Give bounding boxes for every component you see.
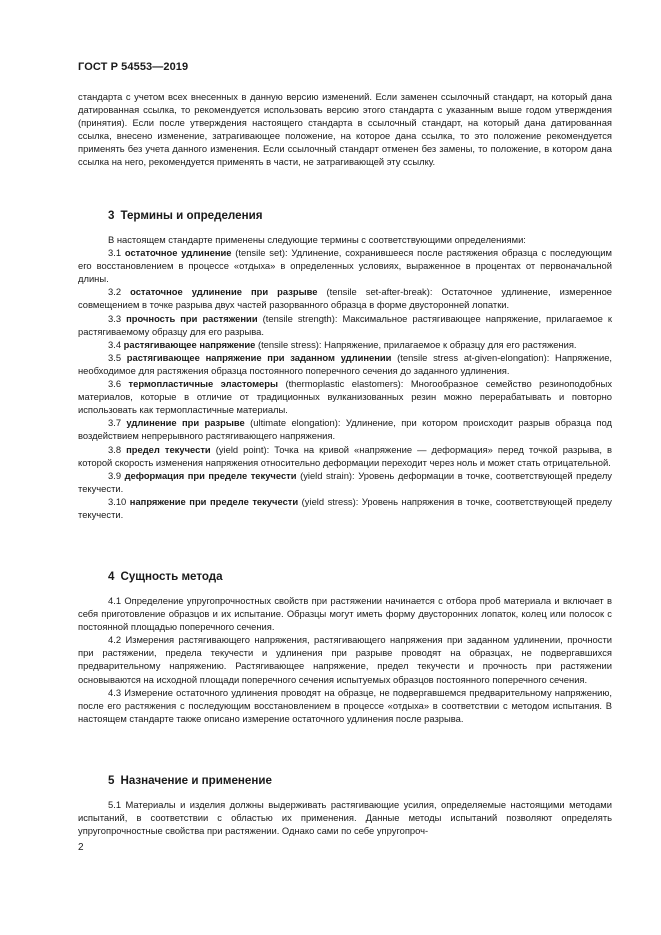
term-name: растягивающее напряжение при заданном удлинении — [126, 351, 392, 363]
term-name: напряжение при пределе текучести — [129, 495, 299, 507]
term-english: (tensile strength): — [262, 312, 338, 324]
term-name: остаточное удлинение — [124, 247, 232, 259]
term-text: Многообразное семейство резиноподобных материалов, которые в отличие от традиционных вулканизованных резин можно перерабатывать и повторно использовать как термопластичные материалы. — [78, 378, 613, 416]
term-name: предел текучести — [126, 443, 211, 455]
term-name: прочность при растяжении — [126, 312, 258, 324]
term-number: 3.10 — [108, 495, 127, 507]
term-number: 3.1 — [108, 247, 122, 259]
term-definition — [78, 416, 612, 442]
term-text: Максимальное растягивающее напряжение, прилагаемое к растягиваемому образцу для его разрыва. — [78, 312, 612, 337]
term-definition — [78, 285, 612, 311]
term-definition — [78, 469, 612, 495]
term-text: Напряжение, прилагаемое к образцу для его растяжения. — [324, 338, 577, 350]
term-definition — [78, 351, 612, 377]
document-header: ГОСТ Р 54553—2019 — [78, 61, 189, 73]
section-title: Назначение и применение — [120, 774, 272, 787]
term-number: 3.2 — [108, 286, 122, 298]
section-4-body — [78, 594, 612, 725]
term-english: (tensile stress): — [257, 338, 322, 350]
term-number: 3.6 — [108, 378, 122, 390]
term-definition — [78, 443, 612, 469]
term-name: термопластичные эластомеры — [128, 378, 278, 390]
term-english: (tensile stress at-given-elongation): — [397, 351, 550, 363]
term-english: (thermoplastic elastomers): — [285, 378, 404, 390]
section-number: 4 — [108, 570, 115, 583]
section-number: 5 — [108, 774, 115, 787]
term-definition — [78, 495, 612, 521]
term-number: 3.5 — [108, 351, 122, 363]
intro-paragraph — [78, 90, 612, 169]
term-definition — [78, 246, 612, 285]
term-definition — [78, 377, 612, 416]
term-text: Напряжение, необходимое для растяжения образца постоянного поперечного сечения до заданного удлинения. — [78, 351, 613, 376]
term-number: 3.9 — [108, 469, 122, 481]
term-english: (tensile set-after-break): — [326, 286, 433, 298]
paragraph: 4.3 Измерение остаточного удлинения проводят на образце, не подвергавшемся предварительному напряжению, после его растяжения с последующим восстановлением в процессе «отдыха» в соответствии с методом испытания. В настоящем стандарте также описано измерение остаточного удлинения после разрыва. — [78, 686, 612, 724]
term-definition — [78, 338, 612, 351]
term-number: 3.4 — [108, 338, 122, 350]
section-3-body — [78, 233, 612, 521]
term-number: 3.3 — [108, 312, 122, 324]
term-name: остаточное удлинение при разрыве — [130, 286, 318, 298]
term-text: Точка на кривой «напряжение — деформация» перед точкой разрыва, в которой скорость изменения напряжения относительно деформации переходит через ноль и может стать отрицательной. — [78, 443, 612, 468]
term-english: (yield stress): — [301, 495, 359, 507]
term-text: Удлинение, сохранившееся после растяжения образца с последующим его восстановлением в процессе «отдыха» в определенных условиях, выраженное в процентах от первоначальной длины. — [78, 247, 612, 285]
term-text: Уровень напряжения в точке, соответствующей пределу текучести. — [78, 495, 612, 520]
term-english: (yield strain): — [300, 469, 355, 481]
paragraph: 4.1 Определение упругопрочностных свойств при растяжении начинается с отбора проб материала и включает в себя приготовление образцов и их испытание. Образцы могут иметь форму двусторонних лопаток, колец или полосок с постоянной площадью поперечного сечения. — [78, 595, 612, 633]
term-english: (ultimate elongation): — [250, 417, 341, 429]
term-text: Удлинение, при котором происходит разрыв образца под воздействием непрерывного растягивающего напряжения. — [78, 417, 612, 442]
term-name: деформация при пределе текучести — [124, 469, 297, 481]
page-number: 2 — [78, 842, 84, 853]
term-english: (tensile set): — [235, 247, 288, 259]
intro-text: стандарта с учетом всех внесенных в данную версию изменений. Если заменен ссылочный стандарт, на который дана датированная ссылка, то рекомендуется использовать версию этого стандарта с указанным выше годом утверждения (принятия). Если после утверждения настоящего стандарта в ссылочный стандарт, на который дана датированная ссылка, внесено изменение, затрагивающее положение, на которое дана ссылка, то это положение рекомендуется применять без учета данного изменения. Если ссылочный стандарт отменен без замены, то положение, в котором дана ссылка на него, рекомендуется применять в части, не затрагивающей эту ссылку. — [78, 91, 612, 168]
section-4-heading — [108, 570, 223, 583]
term-number: 3.7 — [108, 417, 122, 429]
section-5-body — [78, 798, 612, 837]
terms-list — [78, 246, 612, 521]
paragraph: 4.2 Измерения растягивающего напряжения, растягивающего напряжения при заданном удлинении, прочности при растяжении, предела текучести и удлинения при разрыве проводят на образцах, не подвергавшихся предварительному напряжению. Растягивающее напряжение, предел текучести и прочность при растяжении основываются на исходной площади поперечного сечения испытуемых образцов постоянного поперечного сечения. — [78, 634, 612, 685]
section-number: 3 — [108, 209, 115, 222]
term-text: Остаточное удлинение, измеренное совмещением в точке разрыва двух частей разорванного образца в форме двусторонней лопатки. — [78, 286, 613, 311]
term-english: (yield point): — [215, 443, 270, 455]
section-title: Сущность метода — [120, 570, 223, 583]
section-5-heading — [108, 774, 272, 787]
term-name: удлинение при разрыве — [126, 417, 245, 429]
section-3-heading — [108, 209, 263, 222]
term-text: Уровень деформации в точке, соответствующей пределу текучести. — [78, 469, 612, 494]
term-name: растягивающее напряжение — [123, 338, 256, 350]
section-lead: В настоящем стандарте применены следующие термины с соответствующими определениями: — [108, 234, 526, 245]
term-definition — [78, 312, 612, 338]
section-title: Термины и определения — [120, 209, 263, 222]
paragraph: 5.1 Материалы и изделия должны выдерживать растягивающие усилия, определяемые настоящими методами испытаний, в соответствии с областью их применения. Данные методы испытаний позволяют определять упругопрочностные свойства при растяжении. Однако сами по себе упругопроч- — [78, 799, 612, 837]
term-number: 3.8 — [108, 443, 122, 455]
